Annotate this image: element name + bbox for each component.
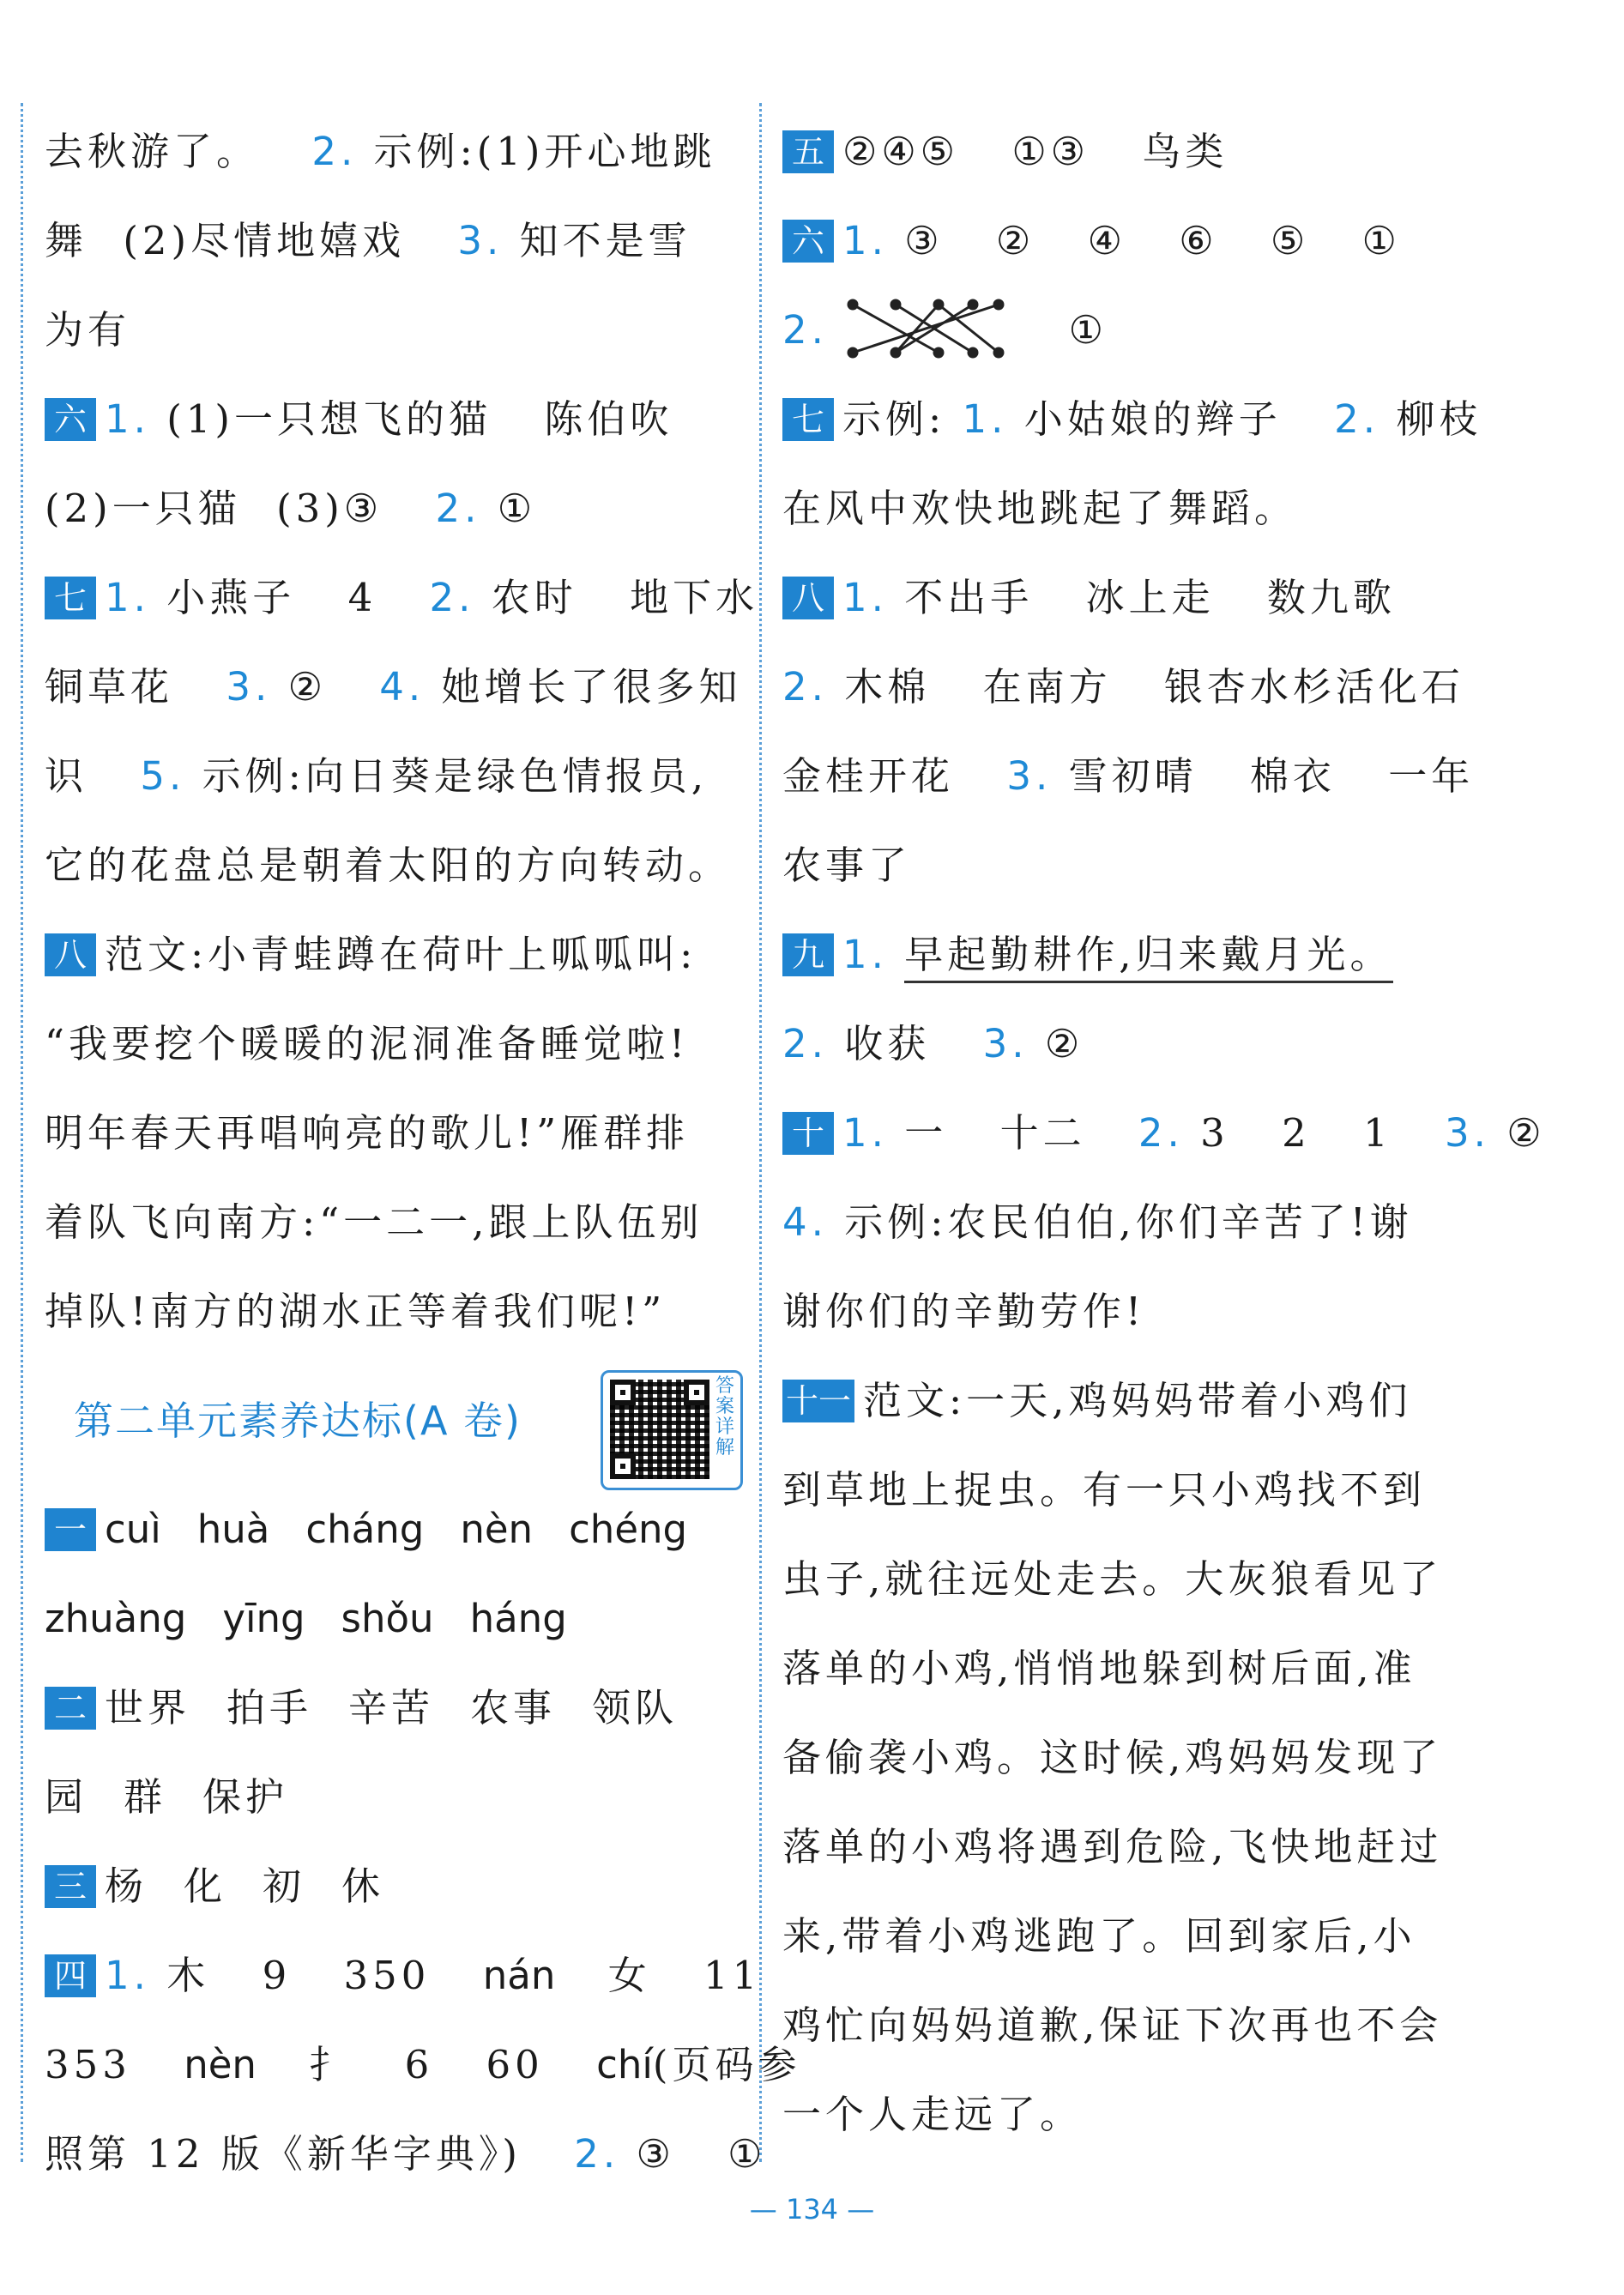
- answer-line: 去秋游了。 2. 示例:(1)开心地跳: [45, 129, 716, 174]
- item-number: 1.: [842, 575, 888, 620]
- answer-line: 二 世界 拍手 辛苦 农事 领队: [45, 1664, 740, 1753]
- item-number: 3.: [1006, 753, 1053, 799]
- section-badge: 七: [45, 577, 96, 619]
- answer-line: 八 1. 不出手 冰上走 数九歌: [782, 553, 1494, 643]
- item-number: 2.: [1334, 396, 1379, 442]
- unit-section-title: [45, 1356, 740, 1485]
- answer-line: 园 群 保护: [45, 1774, 289, 1820]
- answer-line: 七 示例: 1. 小姑娘的辫子 2. 柳枝: [782, 375, 1494, 464]
- page-number: 134: [785, 2193, 839, 2226]
- item-number: 2.: [782, 664, 828, 710]
- answer-line: 掉队!南方的湖水正等着我们呢!”: [45, 1289, 667, 1334]
- item-number: 2.: [311, 129, 358, 174]
- section-badge: 八: [45, 933, 96, 976]
- section-badge: 三: [45, 1865, 96, 1908]
- section-badge: 五: [782, 130, 834, 173]
- item-number: 1.: [105, 396, 150, 442]
- answer-line: zhuàng yīng shǒu háng: [45, 1596, 567, 1641]
- answer-line: 十 1. 一 十二 2. 3 2 1 3. ②: [782, 1089, 1494, 1178]
- section-badge: 六: [782, 220, 834, 263]
- item-number: 1.: [842, 932, 888, 977]
- section-badge: 一: [45, 1508, 96, 1551]
- section-badge: 六: [45, 398, 96, 441]
- answer-line: 353 nèn 扌 6 60 chí(页码参: [45, 2042, 801, 2087]
- answer-line: 金桂开花 3. 雪初晴 棉衣 一年: [782, 753, 1475, 799]
- item-number: 3.: [982, 1021, 1029, 1066]
- answer-line: 五 ②④⑤ ①③ 鸟类: [782, 107, 1494, 196]
- item-number: 2.: [429, 575, 475, 620]
- qr-label: 答案详解: [715, 1375, 736, 1459]
- item-number: 3.: [1445, 1110, 1490, 1156]
- answer-line: 鸡忙向妈妈道歉,保证下次再也不会: [782, 2002, 1443, 2048]
- section-badge: 九: [782, 933, 834, 976]
- answer-line: 落单的小鸡将遇到危险,飞快地赶过: [782, 1824, 1443, 1869]
- answer-line: (2)一只猫 (3)③ 2. ①: [45, 486, 537, 531]
- qr-code-box[interactable]: [601, 1370, 743, 1490]
- item-number: 5.: [140, 753, 186, 799]
- section-badge: 四: [45, 1954, 96, 1997]
- answer-line: 2. ①: [782, 286, 1494, 375]
- right-column: [782, 107, 1546, 2159]
- matching-lines-diagram: [844, 294, 1016, 363]
- answer-line: 着队飞向南方:“一二一,跟上队伍别: [45, 1199, 703, 1245]
- answer-line: 舞 (2)尽情地嬉戏 3. 知不是雪: [45, 218, 691, 263]
- answer-line: 备偷袭小鸡。这时候,鸡妈妈发现了: [782, 1735, 1443, 1780]
- item-number: 2.: [435, 486, 481, 531]
- answer-line: 六 1. (1)一只想飞的猫 陈伯吹: [45, 375, 740, 464]
- answer-line: 明年春天再唱响亮的歌儿!”雁群排: [45, 1110, 690, 1156]
- item-number: 2.: [782, 307, 828, 353]
- item-number: 4.: [782, 1199, 828, 1245]
- answer-line: 在风中欢快地跳起了舞蹈。: [782, 486, 1298, 531]
- section-heading: 第二单元素养达标(A 卷): [74, 1398, 522, 1444]
- section-badge: 七: [782, 398, 834, 441]
- answer-line: 一 cuì huà cháng nèn chéng: [45, 1485, 740, 1574]
- answer-line: “我要挖个暖暖的泥洞准备睡觉啦!: [45, 1021, 690, 1066]
- page-footer: — 134 —: [749, 2193, 875, 2226]
- answer-line: 虫子,就往远处走去。大灰狼看见了: [782, 1556, 1443, 1602]
- answer-line: 六 1. ③ ② ④ ⑥ ⑤ ①: [782, 196, 1494, 286]
- answer-line: 十一 范文:一天,鸡妈妈带着小鸡们: [782, 1356, 1494, 1446]
- section-badge: 十: [782, 1112, 834, 1155]
- left-margin-rule: [21, 103, 23, 2162]
- qr-code-icon: [610, 1380, 709, 1479]
- answer-line: 4. 示例:农民伯伯,你们辛苦了!谢: [782, 1199, 1413, 1245]
- answer-line: 铜草花 3. ② 4. 她增长了很多知: [45, 664, 742, 710]
- answer-line: 识 5. 示例:向日葵是绿色情报员,: [45, 753, 709, 799]
- answer-line: 为有: [45, 307, 131, 353]
- answer-line: 谢你们的辛勤劳作!: [782, 1289, 1146, 1334]
- item-number: 1.: [962, 396, 1008, 442]
- answer-line: 八 范文:小青蛙蹲在荷叶上呱呱叫:: [45, 910, 740, 1000]
- item-number: 2.: [574, 2131, 620, 2177]
- answer-line: 一个人走远了。: [782, 2092, 1084, 2137]
- answer-line: 落单的小鸡,悄悄地躲到树后面,准: [782, 1646, 1416, 1691]
- item-number: 1.: [842, 218, 888, 263]
- answer-line: 2. 木棉 在南方 银杏水杉活化石: [782, 664, 1464, 710]
- center-divider: [759, 103, 762, 2162]
- left-column: [45, 107, 801, 2199]
- item-number: 2.: [782, 1021, 828, 1066]
- answer-line: 农事了: [782, 843, 912, 888]
- answer-line: 七 1. 小燕子 4 2. 农时 地下水: [45, 553, 740, 643]
- item-number: 2.: [1138, 1110, 1184, 1156]
- item-number: 1.: [105, 1953, 150, 1998]
- answer-line: 2. 收获 3. ②: [782, 1021, 1084, 1066]
- section-badge: 八: [782, 577, 834, 619]
- item-number: 3.: [226, 664, 272, 710]
- item-number: 1.: [842, 1110, 888, 1156]
- answer-line: 它的花盘总是朝着太阳的方向转动。: [45, 843, 732, 888]
- answer-line: 四 1. 木 9 350 nán 女 11: [45, 1931, 740, 2020]
- answer-line: 到草地上捉虫。有一只小鸡找不到: [782, 1467, 1427, 1513]
- answer-line: [782, 910, 1494, 1000]
- section-badge: 十一: [782, 1380, 854, 1422]
- answer-line: 来,带着小鸡逃跑了。回到家后,小: [782, 1913, 1416, 1959]
- item-number: 4.: [379, 664, 426, 710]
- underlined-answer: 早起勤耕作,归来戴月光。: [904, 932, 1392, 983]
- item-number: 3.: [457, 218, 504, 263]
- section-badge: 二: [45, 1687, 96, 1730]
- item-number: 1.: [105, 575, 150, 620]
- answer-line: 三 杨 化 初 休: [45, 1842, 740, 1931]
- answer-line: 照第 12 版《新华字典》) 2. ③ ①: [45, 2131, 767, 2177]
